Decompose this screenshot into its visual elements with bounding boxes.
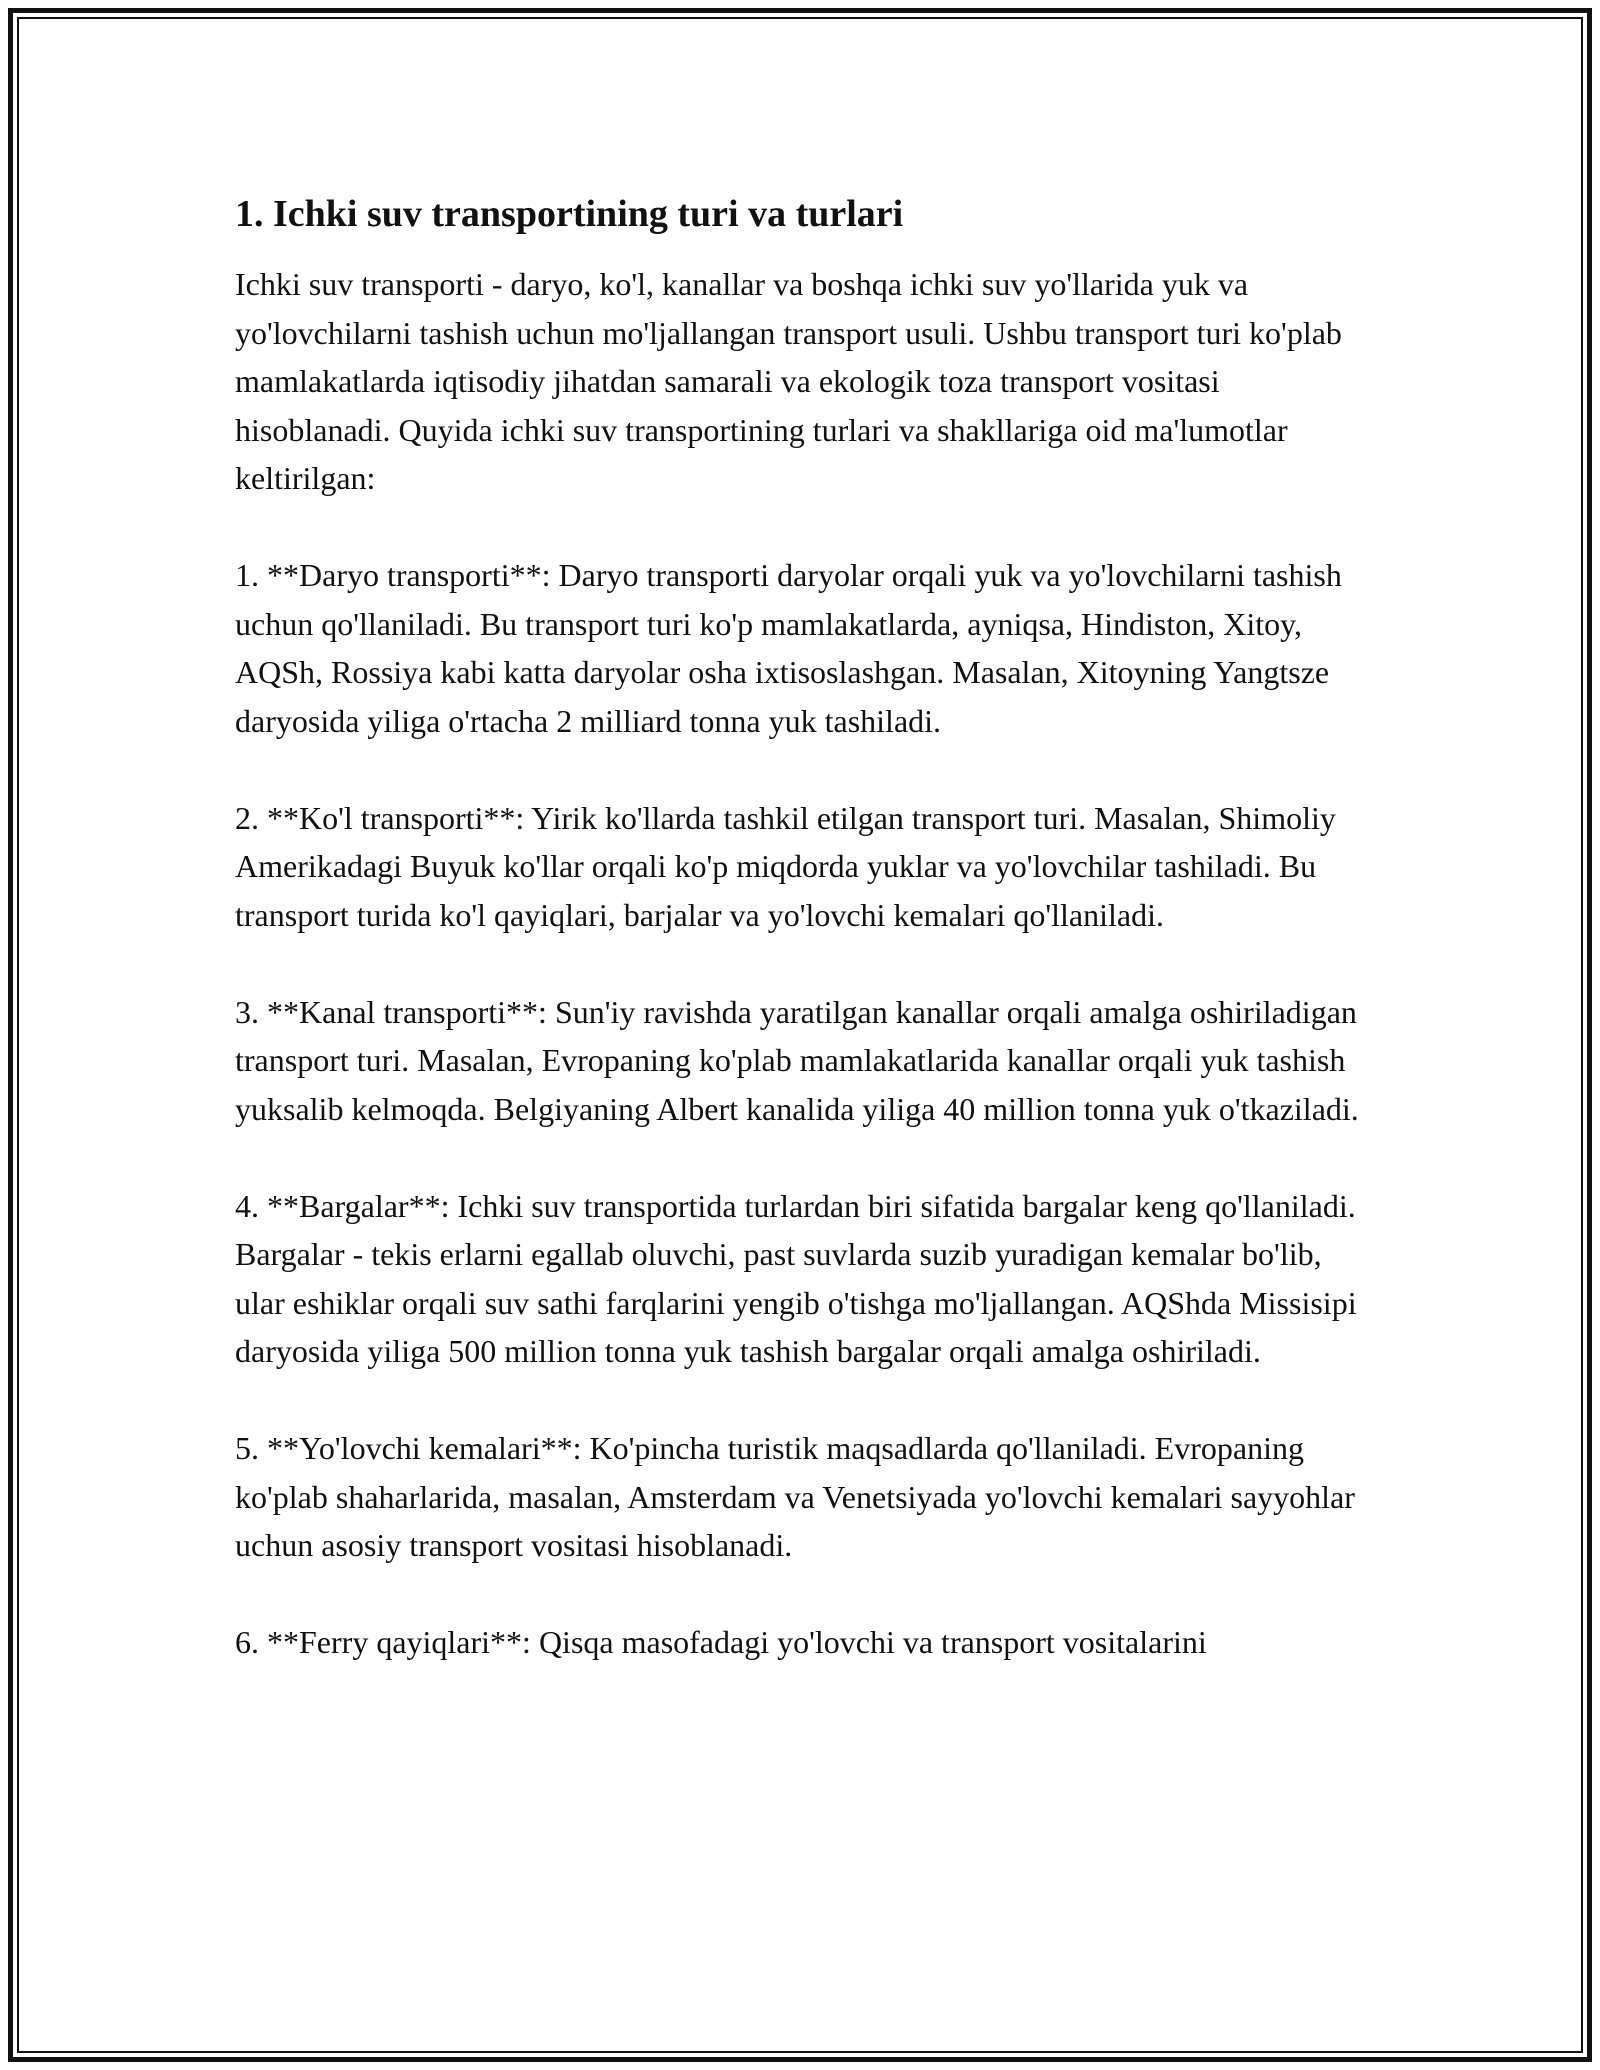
list-item-kol-transporti: 2. **Ko'l transporti**: Yirik ko'llarda tashkil etilgan transport turi. Masalan, Shimoliy Amerikadagi Buyuk ko'llar orqali ko'p miqdorda yuklar va yo'lovchilar tashiladi. Bu transport turida ko'l qayiqlari, barjalar va yo'lovchi kemalari qo'llaniladi. [235, 799, 1336, 933]
intro-paragraph: Ichki suv transporti - daryo, ko'l, kanallar va boshqa ichki suv yo'llarida yuk va yo'lovchilarni tashish uchun mo'ljallangan transport usuli. Ushbu transport turi ko'plab mamlakatlarda iqtisodiy jihatdan samarali va ekologik toza transport vositasi hisoblanadi. Quyida ichki suv transportining turlari va shakllariga oid ma'lumotlar keltirilgan: [235, 266, 1342, 496]
paragraph-spacer [235, 1133, 1375, 1182]
paragraph-spacer [235, 1376, 1375, 1425]
list-item-bargalar: 4. **Bargalar**: Ichki suv transportida turlardan biri sifatida bargalar keng qo'llaniladi. Bargalar - tekis erlarni egallab oluvchi, past suvlarda suzib yuradigan kemalar bo'lib, ular eshiklar orqali suv sathi farqlarini yengib o'tishga mo'ljallangan. AQShda Missisipi daryosida yiliga 500 million tonna yuk tashish bargalar orqali amalga oshiriladi. [235, 1187, 1357, 1369]
document-title: 1. Ichki suv transportining turi va turlari [235, 193, 904, 235]
document-body [235, 188, 1375, 1667]
list-item-daryo-transporti: 1. **Daryo transporti**: Daryo transporti daryolar orqali yuk va yo'lovchilarni tashish uchun qo'llaniladi. Bu transport turi ko'p mamlakatlarda, ayniqsa, Hindiston, Xitoy, AQSh, Rossiya kabi katta daryolar osha ixtisoslashgan. Masalan, Xitoyning Yangtsze daryosida yiliga o'rtacha 2 milliard tonna yuk tashiladi. [235, 557, 1342, 739]
paragraph-spacer [235, 745, 1375, 794]
list-item-kanal-transporti: 3. **Kanal transporti**: Sun'iy ravishda yaratilgan kanallar orqali amalga oshiriladigan transport turi. Masalan, Evropaning ko'plab mamlakatlarida kanallar orqali yuk tashish yuksalib kelmoqda. Belgiyaning Albert kanalida yiliga 40 million tonna yuk o'tkaziladi. [235, 993, 1359, 1127]
paragraph-spacer [235, 939, 1375, 988]
paragraph-spacer [235, 1570, 1375, 1619]
list-item-ferry-qayiqlari: 6. **Ferry qayiqlari**: Qisqa masofadagi yo'lovchi va transport vositalarini [235, 1624, 1207, 1660]
paragraph-spacer [235, 503, 1375, 552]
list-item-yolovchi-kemalari: 5. **Yo'lovchi kemalari**: Ko'pincha turistik maqsadlarda qo'llaniladi. Evropaning ko'plab shaharlarida, masalan, Amsterdam va Venetsiyada yo'lovchi kemalari sayyohlar uchun asosiy transport vositasi hisoblanadi. [235, 1430, 1355, 1563]
